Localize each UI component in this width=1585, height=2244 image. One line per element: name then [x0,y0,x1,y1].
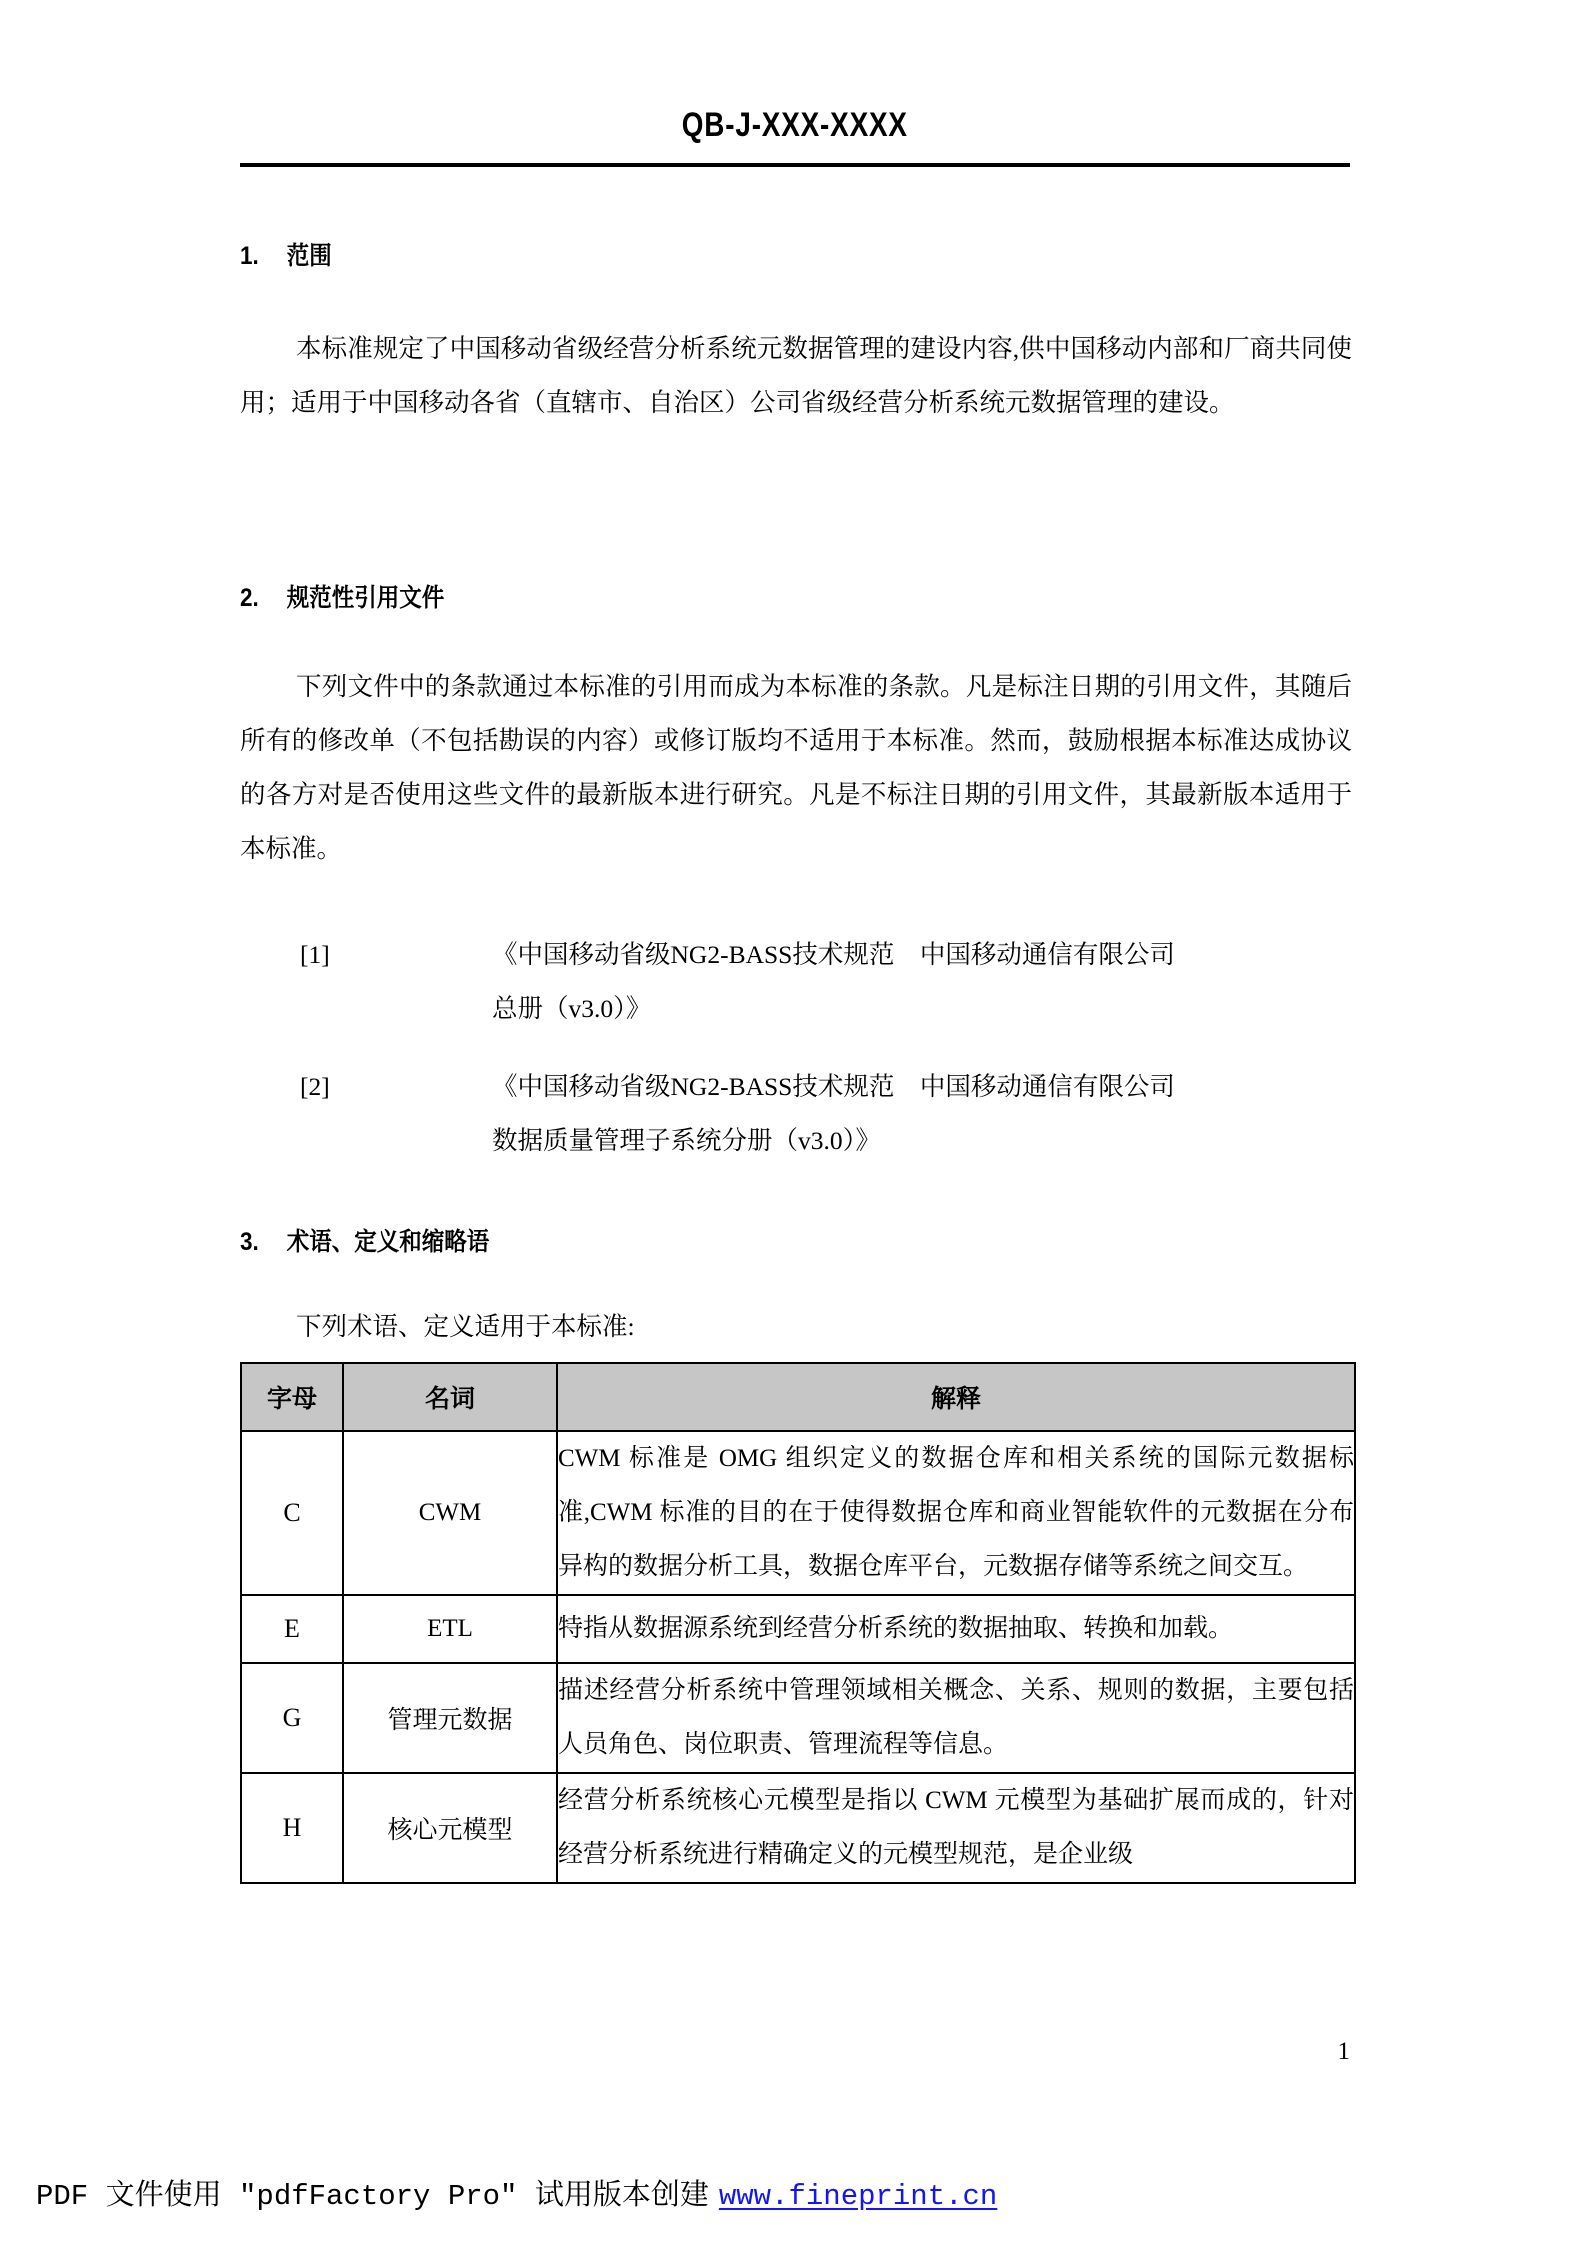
paragraph-references-body: 下列文件中的条款通过本标准的引用而成为本标准的条款。凡是标注日期的引用文件，其随后所有的修改单（不包括勘误的内容）或修订版均不适用于本标准。然而，鼓励根据本标准达成协议的各方对是否使用这些文件的最新版本进行研究。凡是不标注日期的引用文件，其最新版本适用于本标准。 [240,672,1352,863]
paragraph-scope-body: 本标准规定了中国移动省级经营分析系统元数据管理的建设内容,供中国移动内部和厂商共同使用；适用于中国移动各省（直辖市、自治区）公司省级经营分析系统元数据管理的建设。 [240,334,1352,417]
reference-item [300,1060,1175,1114]
table-cell-term: 管理元数据 [343,1663,557,1773]
reference-marker: [1] [300,940,330,969]
table-cell-letter: E [241,1595,343,1663]
table-cell-explanation: 描述经营分析系统中管理领域相关概念、关系、规则的数据，主要包括人员角色、岗位职责、管理流程等信息。 [557,1663,1355,1773]
header-rule [240,163,1350,167]
section-title-scope: 范围 [286,242,332,270]
reference-title-line2: 数据质量管理子系统分册（v3.0）》 [492,1126,881,1155]
watermark-text: PDF 文件使用 "pdfFactory Pro" 试用版本创建 [36,2180,709,2213]
table-cell-term: 核心元模型 [343,1773,557,1883]
table-column-header-explanation: 解释 [557,1363,1355,1431]
reference-title-line2: 总册（v3.0）》 [492,994,652,1023]
table-cell-explanation: 经营分析系统核心元模型是指以 CWM 元模型为基础扩展而成的，针对经营分析系统进行精确定义的元模型规范，是企业级 [557,1773,1355,1883]
table-cell-term: ETL [343,1595,557,1663]
section-title-references: 规范性引用文件 [286,584,445,612]
reference-item [300,928,1175,982]
table-header-row [241,1363,1355,1431]
section-number-terms: 3. [240,1228,259,1256]
section-heading-references [240,578,444,614]
reference-marker: [2] [300,1072,330,1101]
terms-table [240,1362,1356,1884]
table-row [241,1431,1355,1595]
table-cell-term: CWM [343,1431,557,1595]
section-heading-scope [240,236,332,272]
reference-title-line1: 《中国移动省级NG2-BASS技术规范 中国移动通信有限公司 [492,1072,1175,1101]
table-cell-explanation: 特指从数据源系统到经营分析系统的数据抽取、转换和加载。 [557,1595,1355,1663]
table-column-header-term: 名词 [343,1363,557,1431]
section-heading-terms [240,1222,489,1258]
paragraph-terms-lead: 下列术语、定义适用于本标准: [296,1312,635,1341]
table-cell-letter: C [241,1431,343,1595]
document-header [240,108,1350,142]
table-cell-letter: G [241,1663,343,1773]
document-header-title: QB-J-XXX-XXXX [681,106,909,144]
table-cell-letter: H [241,1773,343,1883]
section-number-scope: 1. [240,242,259,270]
table-row [241,1595,1355,1663]
watermark-link[interactable]: www.fineprint.cn [718,2180,998,2213]
table-column-header-letter: 字母 [241,1363,343,1431]
pdffactory-watermark [36,2172,997,2213]
table-cell-explanation: CWM 标准是 OMG 组织定义的数据仓库和相关系统的国际元数据标准,CWM 标准的目的在于使得数据仓库和商业智能软件的元数据在分布异构的数据分析工具，数据仓库平台，元数据存储等系统之间交互。 [557,1431,1355,1595]
table-row [241,1663,1355,1773]
section-number-references: 2. [240,584,259,612]
page-number: 1 [1337,2038,1350,2065]
section-title-terms: 术语、定义和缩略语 [286,1228,490,1256]
table-row [241,1773,1355,1883]
reference-title-line1: 《中国移动省级NG2-BASS技术规范 中国移动通信有限公司 [492,940,1175,969]
